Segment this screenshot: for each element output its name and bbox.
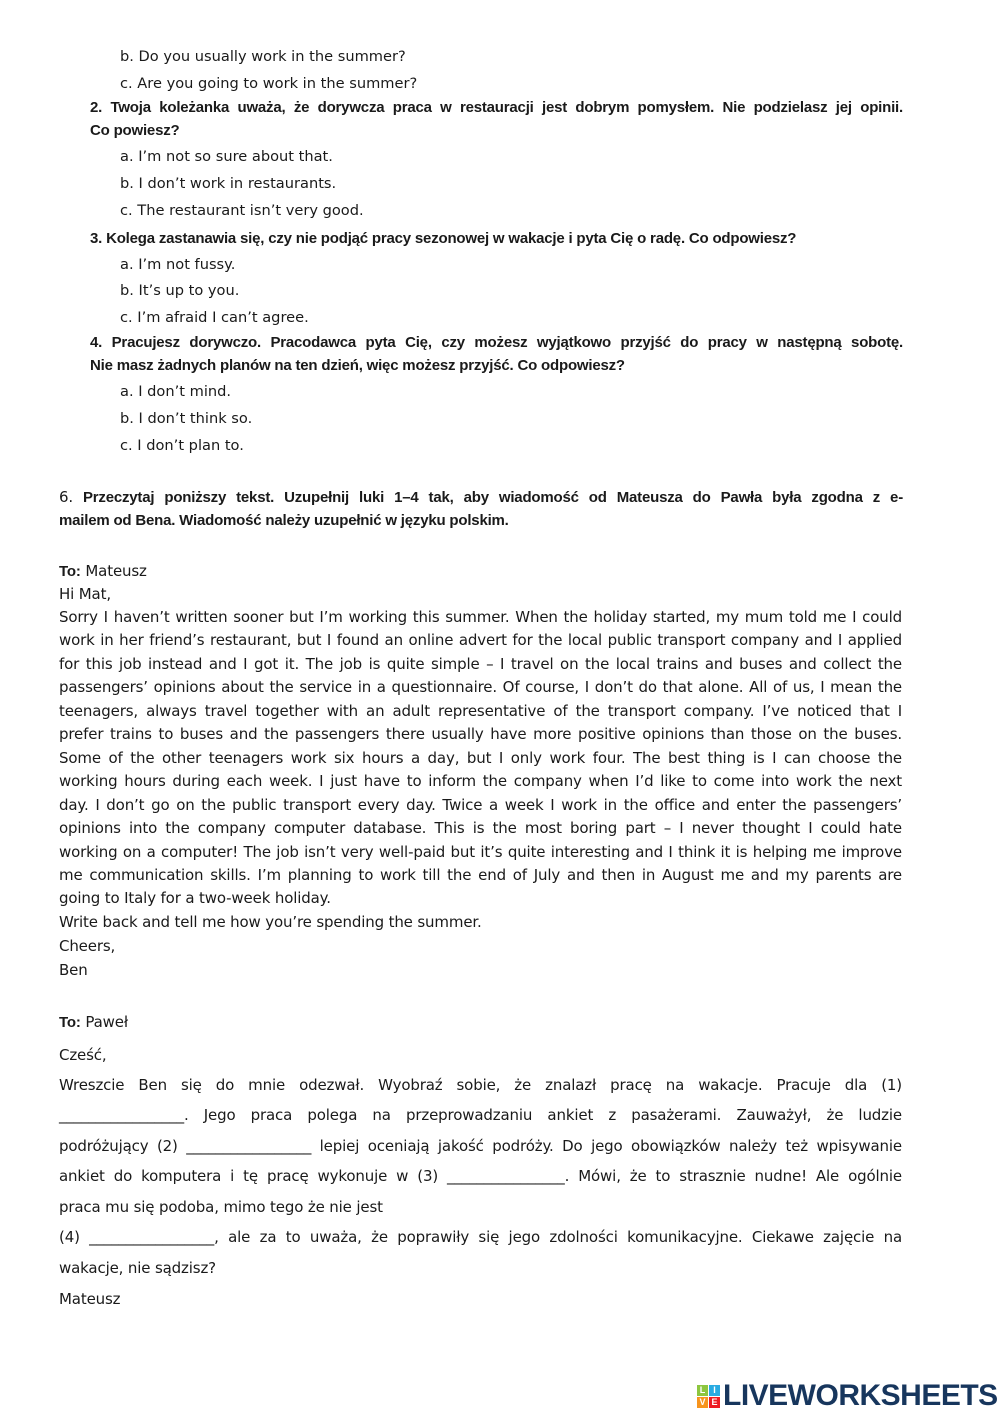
signoff: Cheers, <box>59 937 116 955</box>
email-line: Sorry I haven’t written sooner but I’m working this summer. When the holiday started, my mum told me I could <box>59 608 902 626</box>
question-text: Co powiesz? <box>90 122 180 139</box>
email-line: working on a computer! The job isn’t very well-paid but it’s quite interesting and I think it is helping me improve <box>59 843 902 861</box>
message-line-gap-2[interactable]: podróżujący (2) _________________ lepiej oceniają jakość podróży. Do jego obowiązków należy też wpisywanie <box>59 1137 902 1155</box>
email-line: day. I don’t go on the public transport every day. Twice a week I work in the office and enter the passengers’ <box>59 796 902 814</box>
recipient: Paweł <box>85 1013 128 1031</box>
question-text: 3. Kolega zastanawia się, czy nie podjąć pracy sezonowej w wakacje i pyta Cię o radę. Co odpowiesz? <box>90 230 797 247</box>
option-b: b. I don’t think so. <box>120 410 253 427</box>
instruction-text: Przeczytaj poniższy tekst. Uzupełnij luki 1–4 tak, aby wiadomość od Mateusza do Pawła była zgodna z e- <box>82 489 903 506</box>
email-line: teenagers, always travel together with an adult representative of the transport company. I’ve noticed that I <box>59 702 902 720</box>
option-b: b. Do you usually work in the summer? <box>120 48 406 65</box>
email-line: opinions into the company computer database. This is the most boring part – I never thought I could hate <box>59 819 902 837</box>
email-line: for this job instead and I got it. The job is quite simple – I travel on the local trains and buses and collect the <box>59 655 902 673</box>
option-b: b. It’s up to you. <box>120 282 240 299</box>
message-line: Wreszcie Ben się do mnie odezwał. Wyobraź sobie, że znalazł pracę na wakacje. Pracuje dla (1) <box>59 1076 902 1094</box>
message-line-gap-3[interactable]: ankiet do komputera i tę pracę wykonuje w (3) ________________. Mówi, że to strasznie nudne! Ale ogólnie <box>59 1167 902 1185</box>
question-text: 4. Pracujesz dorywczo. Pracodawca pyta Cię, czy możesz wyjątkowo przyjść do pracy w następną sobotę. <box>90 334 903 351</box>
option-a: a. I’m not fussy. <box>120 256 236 273</box>
signature: Mateusz <box>59 1290 121 1308</box>
message-line-gap-4[interactable]: (4) _________________, ale za to uważa, że poprawiły się jego zdolności komunikacyjne. Ciekawe zajęcie na <box>59 1228 902 1246</box>
email-line: working hours during each week. I just have to inform the company when I’d like to come into work the next <box>59 772 902 790</box>
logo-text: LIVEWORKSHEETS <box>723 1379 998 1412</box>
option-c: c. I don’t plan to. <box>120 437 244 454</box>
signature: Ben <box>59 961 88 979</box>
email-line: passengers’ opinions about the service in a questionnaire. Of course, I don’t do that alone. All of us, I mean the <box>59 678 902 696</box>
email-line: going to Italy for a two-week holiday. <box>59 889 331 907</box>
option-c: c. The restaurant isn’t very good. <box>120 202 364 219</box>
message-line-gap-1[interactable]: _________________. Jego praca polega na przeprowadzaniu ankiet z pasażerami. Zauważył, że ludzie <box>59 1106 902 1124</box>
option-a: a. I don’t mind. <box>120 383 232 400</box>
live-badge-icon: L I V E <box>697 1385 720 1408</box>
liveworksheets-logo <box>697 1379 998 1413</box>
instruction-text: mailem od Bena. Wiadomość należy uzupełnić w języku polskim. <box>59 512 509 529</box>
option-c: c. Are you going to work in the summer? <box>120 75 418 92</box>
email-line: prefer trains to buses and the passengers there usually have more positive opinions than those on the buses. <box>59 725 902 743</box>
message-line: praca mu się podoba, mimo tego że nie jest <box>59 1198 383 1216</box>
closing-line: Write back and tell me how you’re spending the summer. <box>59 913 482 931</box>
question-text: 2. Twoja koleżanka uważa, że dorywcza praca w restauracji jest dobrym pomysłem. Nie podzielasz jej opinii. <box>90 99 903 116</box>
task-number: 6. <box>59 488 73 506</box>
to-label: To: <box>59 563 81 580</box>
option-c: c. I’m afraid I can’t agree. <box>120 309 309 326</box>
greeting: Cześć, <box>59 1046 107 1064</box>
option-a: a. I’m not so sure about that. <box>120 148 333 165</box>
question-text: Nie masz żadnych planów na ten dzień, więc możesz przyjść. Co odpowiesz? <box>90 357 625 374</box>
to-label: To: <box>59 1014 81 1031</box>
recipient: Mateusz <box>85 562 147 580</box>
email-line: me communication skills. I’m planning to work till the end of July and then in August me and my parents are <box>59 866 902 884</box>
email-line: Some of the other teenagers work six hours a day, but I only work four. The best thing is I can choose the <box>59 749 902 767</box>
option-b: b. I don’t work in restaurants. <box>120 175 337 192</box>
greeting: Hi Mat, <box>59 585 111 603</box>
email-line: work in her friend’s restaurant, but I found an online advert for the local public transport company and I applied <box>59 631 902 649</box>
message-line: wakacje, nie sądzisz? <box>59 1259 216 1277</box>
